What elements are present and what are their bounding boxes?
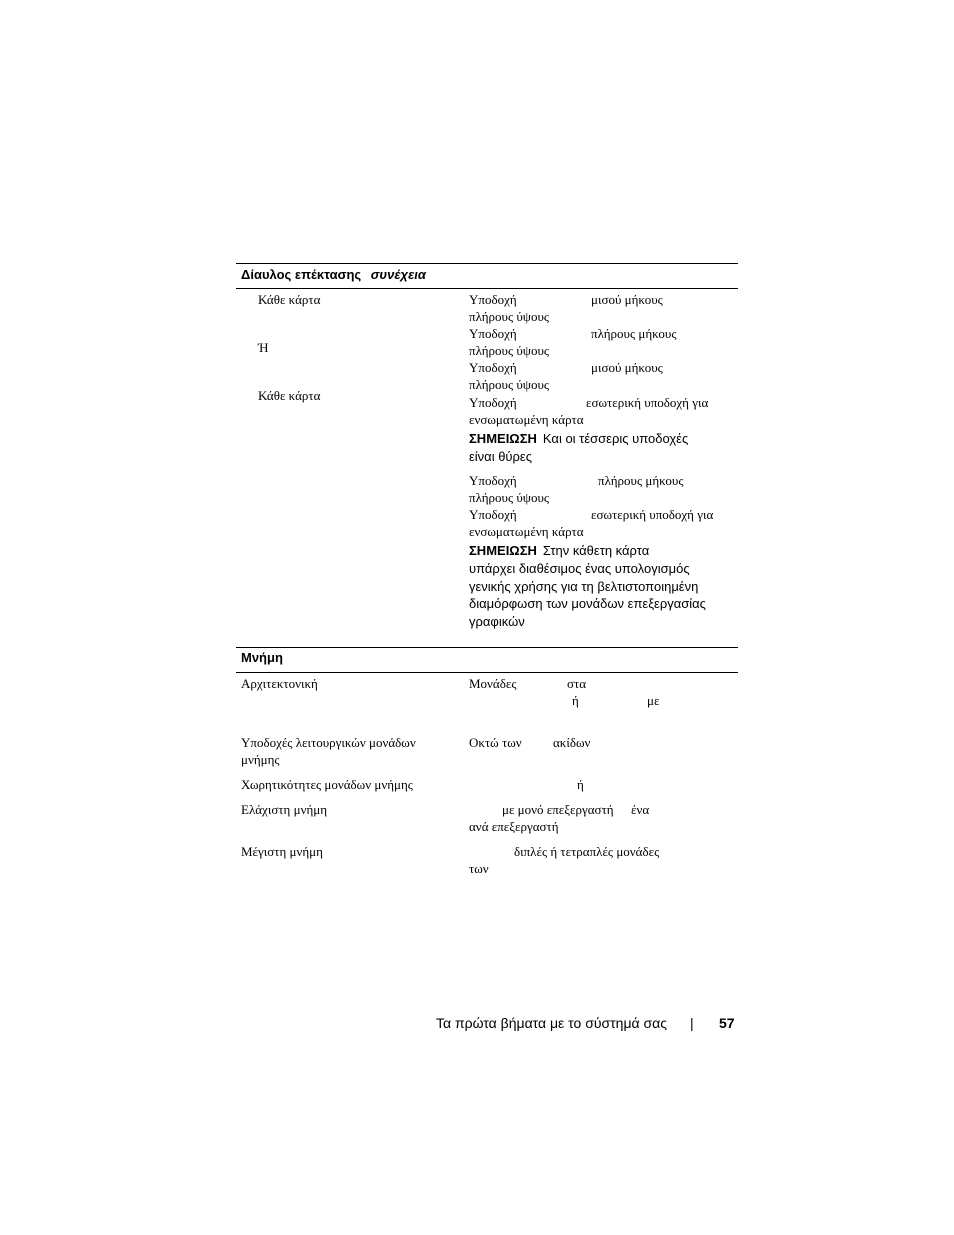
slot-line-10: πλήρους ύψους (469, 490, 550, 505)
max-memory-value-1: διπλές ή τετραπλές μονάδες (514, 844, 660, 859)
slot-line-1b: μισού μήκους (591, 292, 663, 307)
note-1-text-1: Και οι τέσσερις υποδοχές (542, 431, 689, 446)
expansion-heading-suffix: συνέχεια (370, 267, 426, 282)
capacities-label: Χωρητικότητες μονάδων μνήμης (241, 777, 413, 792)
left-each-card-1: Κάθε κάρτα (258, 292, 321, 307)
note-1 (469, 430, 688, 448)
min-memory-value-1b: ένα (631, 802, 650, 817)
slot-line-4: πλήρους ύψους (469, 343, 550, 358)
footer-title: Τα πρώτα βήματα με το σύστημά σας (436, 1015, 667, 1031)
note-2-label: ΣΗΜΕΙΩΣΗ (469, 543, 537, 558)
note-1-label: ΣΗΜΕΙΩΣΗ (469, 431, 537, 446)
memory-top-rule (236, 647, 738, 648)
expansion-section-heading (241, 267, 426, 282)
slots-value-1a: Οκτώ των (469, 735, 522, 750)
architecture-value-2b: με (647, 693, 660, 708)
slot-line-9a: Υποδοχή (469, 473, 517, 488)
slot-line-5b: μισού μήκους (591, 360, 663, 375)
slot-line-11b: εσωτερική υποδοχή για (591, 507, 714, 522)
min-memory-value-1a: με μονό επεξεργαστή (502, 802, 614, 817)
slot-line-3b: πλήρους μήκους (591, 326, 677, 341)
memory-section-heading: Μνήμη (241, 650, 283, 665)
slots-label-2: μνήμης (241, 752, 280, 767)
note-2-text-5: γραφικών (469, 614, 525, 629)
max-memory-value-2: των (469, 861, 489, 876)
slot-line-7a: Υποδοχή (469, 395, 517, 410)
left-each-card-2: Κάθε κάρτα (258, 388, 321, 403)
note-2-text-1: Στην κάθετη κάρτα (542, 543, 650, 558)
page-number: 57 (719, 1015, 735, 1031)
slot-line-6: πλήρους ύψους (469, 377, 550, 392)
section-top-rule (236, 263, 738, 264)
note-1-text-2: είναι θύρες (469, 449, 532, 464)
architecture-value-2a: ή (572, 693, 579, 708)
slot-line-3a: Υποδοχή (469, 326, 517, 341)
note-2 (469, 542, 649, 560)
expansion-heading-text: Δίαυλος επέκτασης (241, 267, 362, 282)
slot-line-8: ενσωματωμένη κάρτα (469, 412, 584, 427)
note-2-text-3: γενικής χρήσης για τη βελτιστοποιημένη (469, 579, 699, 594)
architecture-value-1b: στα (567, 676, 587, 691)
slot-line-12: ενσωματωμένη κάρτα (469, 524, 584, 539)
slots-value-1b: ακίδων (553, 735, 591, 750)
slot-line-1a: Υποδοχή (469, 292, 517, 307)
slot-line-11a: Υποδοχή (469, 507, 517, 522)
min-memory-label: Ελάχιστη μνήμη (241, 802, 328, 817)
slot-line-9b: πλήρους μήκους (598, 473, 684, 488)
memory-heading-rule (236, 672, 738, 673)
note-2-text-4: διαμόρφωση των μονάδων επεξεργασίας (469, 596, 706, 611)
note-2-text-2: υπάρχει διαθέσιμος ένας υπολογισμός (469, 561, 690, 576)
architecture-label: Αρχιτεκτονική (241, 676, 318, 691)
min-memory-value-2: ανά επεξεργαστή (469, 819, 559, 834)
expansion-heading-rule (236, 288, 738, 289)
slot-line-2: πλήρους ύψους (469, 309, 550, 324)
slot-line-7b: εσωτερική υποδοχή για (586, 395, 709, 410)
max-memory-label: Μέγιστη μνήμη (241, 844, 323, 859)
footer-separator: | (690, 1015, 694, 1031)
slots-label-1: Υποδοχές λειτουργικών μονάδων (241, 735, 416, 750)
architecture-value-1a: Μονάδες (469, 676, 517, 691)
capacities-value: ή (577, 777, 584, 792)
slot-line-5a: Υποδοχή (469, 360, 517, 375)
left-or: Ή (258, 340, 269, 355)
